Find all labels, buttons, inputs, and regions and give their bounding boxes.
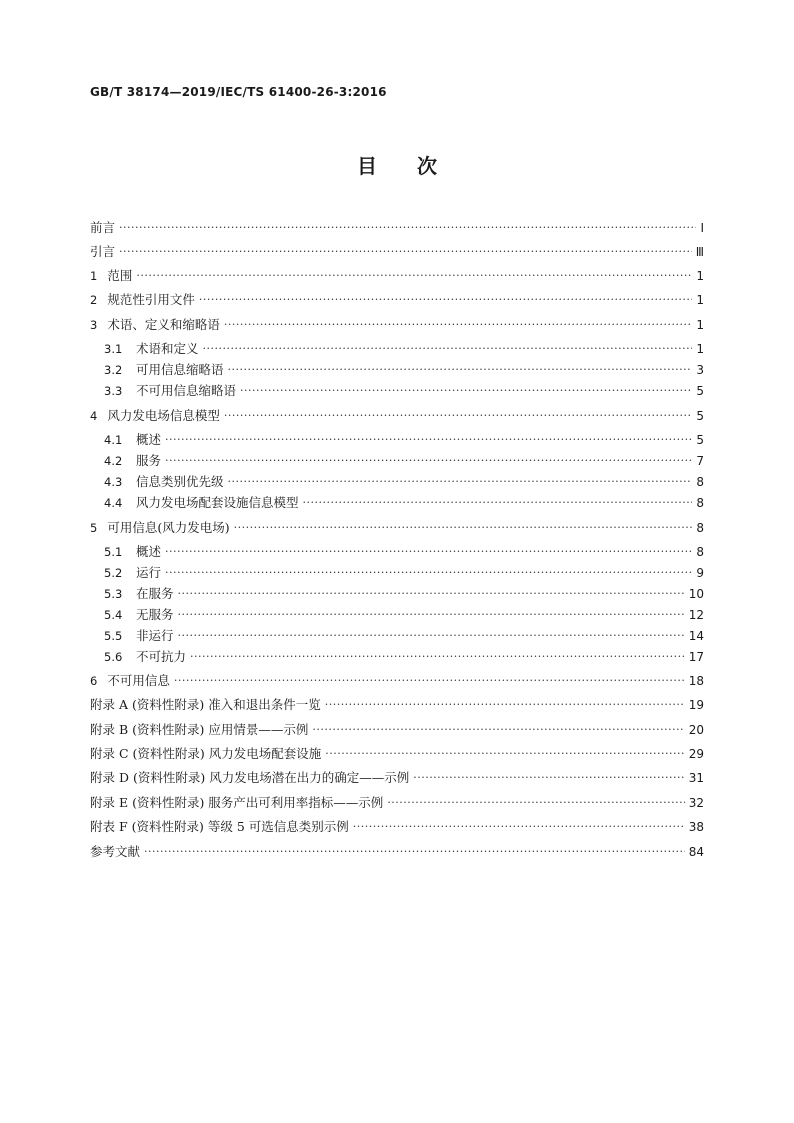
toc-entry-label: 不可用信息缩略语	[136, 383, 237, 398]
toc-entry[interactable]	[90, 671, 704, 692]
toc-entry-page: 8	[696, 545, 704, 559]
toc-entry-page: 14	[688, 629, 704, 643]
toc-entry-label: 附录 A (资料性附录) 准入和退出条件一览	[90, 697, 321, 712]
toc-entry-label: 附表 F (资料性附录) 等级 5 可选信息类别示例	[90, 819, 349, 834]
toc-entry-label: 附录 D (资料性附录) 风力发电场潜在出力的确定——示例	[90, 770, 410, 785]
toc-entry-number: 4.4	[104, 496, 123, 510]
dot-leader	[234, 521, 693, 534]
toc-entry-label: 规范性引用文件	[107, 292, 195, 307]
toc-entry-label: 概述	[136, 544, 162, 559]
toc-entry[interactable]	[90, 242, 704, 263]
toc-entry[interactable]	[90, 768, 704, 789]
toc-entry[interactable]	[90, 381, 704, 402]
toc-entry[interactable]	[90, 518, 704, 539]
dot-leader	[228, 475, 693, 488]
toc-entry-page: Ⅲ	[695, 245, 704, 259]
toc-entry-page: 10	[688, 587, 704, 601]
toc-entry-number: 3.1	[104, 342, 123, 356]
toc-entry[interactable]	[90, 290, 704, 311]
toc-entry-label: 信息类别优先级	[136, 474, 224, 489]
toc-entry-page: 1	[696, 342, 704, 356]
toc-entry[interactable]	[90, 406, 704, 427]
toc-entry-page: 1	[696, 293, 704, 307]
toc-entry-label: 术语和定义	[136, 341, 199, 356]
toc-entry-page: 12	[688, 608, 704, 622]
toc-entry[interactable]	[90, 744, 704, 765]
toc-entry-page: 5	[696, 409, 704, 423]
dot-leader	[190, 650, 685, 663]
toc-entry[interactable]	[90, 563, 704, 584]
toc-entry[interactable]	[90, 266, 704, 287]
toc-entry-page: 19	[688, 698, 704, 712]
toc-entry-page: 18	[688, 674, 704, 688]
toc-entry-label: 不可用信息	[107, 673, 170, 688]
dot-leader	[136, 269, 692, 282]
toc-entry[interactable]	[90, 695, 704, 716]
toc-entry-page: 84	[688, 845, 704, 859]
toc-entry-label: 可用信息缩略语	[136, 362, 224, 377]
toc-entry[interactable]	[90, 430, 704, 451]
toc-entry[interactable]	[90, 493, 704, 514]
toc-entry[interactable]	[90, 360, 704, 381]
toc-entry-label: 风力发电场信息模型	[107, 408, 220, 423]
toc-entry[interactable]	[90, 315, 704, 336]
toc-entry-number: 5.1	[104, 545, 123, 559]
dot-leader	[387, 796, 684, 809]
toc-entry-label: 可用信息(风力发电场)	[107, 520, 230, 535]
toc-entry-page: 3	[696, 363, 704, 377]
toc-entry-number: 3.3	[104, 384, 123, 398]
toc-entry-label: 前言	[90, 220, 116, 235]
toc-entry[interactable]	[90, 339, 704, 360]
toc-entry-number: 1	[90, 269, 98, 283]
page-title: 目次	[357, 154, 477, 178]
toc-entry-label: 非运行	[136, 628, 174, 643]
toc-entry[interactable]	[90, 842, 704, 863]
toc-entry-number: 5.3	[104, 587, 123, 601]
toc-entry-page: 1	[696, 269, 704, 283]
dot-leader	[178, 587, 685, 600]
toc-entry-label: 风力发电场配套设施信息模型	[136, 495, 299, 510]
dot-leader	[174, 674, 685, 687]
dot-leader	[178, 629, 685, 642]
dot-leader	[325, 747, 684, 760]
dot-leader	[119, 221, 696, 234]
dot-leader	[224, 318, 693, 331]
dot-leader	[312, 723, 684, 736]
toc-entry-label: 概述	[136, 432, 162, 447]
toc-entry-number: 2	[90, 293, 98, 307]
dot-leader	[353, 820, 685, 833]
toc-entry-page: 32	[688, 796, 704, 810]
toc-entry-label: 引言	[90, 244, 116, 259]
toc-entry-number: 5	[90, 521, 98, 535]
toc-entry-label: 附录 B (资料性附录) 应用情景——示例	[90, 722, 309, 737]
toc-entry-label: 范围	[107, 268, 133, 283]
dot-leader	[165, 433, 692, 446]
toc-entry-label: 参考文献	[90, 844, 141, 859]
dot-leader	[228, 363, 693, 376]
toc-entry-page: 20	[688, 723, 704, 737]
toc-entry-label: 不可抗力	[136, 649, 187, 664]
toc-entry-number: 5.4	[104, 608, 123, 622]
toc-entry-number: 3.2	[104, 363, 123, 377]
toc-entry-page: 5	[696, 384, 704, 398]
toc-entry-page: 1	[696, 318, 704, 332]
toc-entry-page: Ⅰ	[700, 221, 704, 235]
dot-leader	[303, 496, 693, 509]
dot-leader	[165, 545, 692, 558]
toc-entry-label: 附录 C (资料性附录) 风力发电场配套设施	[90, 746, 322, 761]
dot-leader	[413, 771, 685, 784]
document-code: GB/T 38174—2019/IEC/TS 61400-26-3:2016	[90, 85, 387, 99]
toc-entry-number: 3	[90, 318, 98, 332]
dot-leader	[224, 409, 693, 422]
toc-entry-page: 8	[696, 496, 704, 510]
toc-entry-page: 31	[688, 771, 704, 785]
toc-entry-page: 8	[696, 475, 704, 489]
toc-entry-label: 服务	[136, 453, 162, 468]
toc-entry-number: 5.2	[104, 566, 123, 580]
toc-entry-page: 17	[688, 650, 704, 664]
toc-entry[interactable]	[90, 584, 704, 605]
dot-leader	[203, 342, 693, 355]
toc-entry[interactable]	[90, 451, 704, 472]
toc-entry[interactable]	[90, 793, 704, 814]
toc-entry[interactable]	[90, 542, 704, 563]
toc-entry-number: 4	[90, 409, 98, 423]
toc-entry-page: 8	[696, 521, 704, 535]
toc-entry-number: 5.5	[104, 629, 123, 643]
toc-entry-page: 29	[688, 747, 704, 761]
toc-entry-number: 6	[90, 674, 98, 688]
toc-entry-number: 4.3	[104, 475, 123, 489]
dot-leader	[178, 608, 685, 621]
toc-entry-page: 9	[696, 566, 704, 580]
toc-entry[interactable]	[90, 720, 704, 741]
toc-entry[interactable]	[90, 218, 704, 239]
toc-entry-label: 附录 E (资料性附录) 服务产出可利用率指标——示例	[90, 795, 384, 810]
toc-entry[interactable]	[90, 605, 704, 626]
toc-entry-label: 术语、定义和缩略语	[107, 317, 220, 332]
toc-entry[interactable]	[90, 647, 704, 668]
dot-leader	[119, 245, 692, 258]
toc-entry-label: 在服务	[136, 586, 174, 601]
toc-entry-label: 运行	[136, 565, 162, 580]
dot-leader	[165, 454, 692, 467]
dot-leader	[144, 845, 685, 858]
toc-entry-page: 7	[696, 454, 704, 468]
dot-leader	[240, 384, 692, 397]
dot-leader	[165, 566, 692, 579]
toc-entry-number: 5.6	[104, 650, 123, 664]
toc-entry-page: 38	[688, 820, 704, 834]
toc-entry[interactable]	[90, 626, 704, 647]
dot-leader	[199, 293, 693, 306]
toc-entry[interactable]	[90, 817, 704, 838]
toc-entry-page: 5	[696, 433, 704, 447]
toc-entry-number: 4.2	[104, 454, 123, 468]
toc-entry[interactable]	[90, 472, 704, 493]
dot-leader	[325, 698, 685, 711]
toc-entry-number: 4.1	[104, 433, 123, 447]
toc-entry-label: 无服务	[136, 607, 174, 622]
